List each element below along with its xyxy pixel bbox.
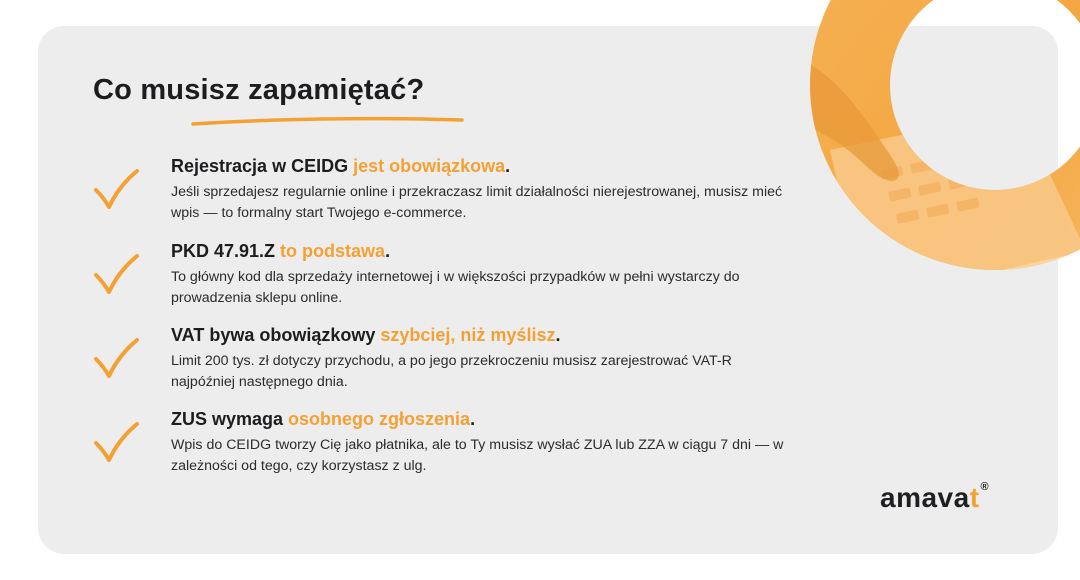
page-title: Co musisz zapamiętać? bbox=[93, 74, 425, 106]
item-heading bbox=[171, 325, 560, 346]
item-heading-text: Rejestracja w CEIDG bbox=[171, 156, 354, 176]
amavat-logo bbox=[880, 481, 990, 513]
calculator-photo-ring bbox=[810, 0, 1080, 373]
item-body: To główny kod dla sprzedaży internetowej i w większości przypadków w pełni wystarczy do prowadzenia sklepu online. bbox=[171, 269, 740, 306]
orange-ring-image bbox=[810, 0, 1080, 373]
item-heading bbox=[171, 156, 510, 177]
item-heading bbox=[171, 241, 390, 262]
logo-text: amava bbox=[880, 482, 970, 513]
item-heading-end: . bbox=[555, 325, 561, 345]
checkmark-icon bbox=[92, 168, 140, 212]
checkmark-icon bbox=[92, 253, 140, 297]
item-heading-accent: osobnego zgłoszenia bbox=[288, 409, 471, 429]
item-heading-accent: jest obowiązkowa bbox=[353, 156, 506, 176]
checkmark-icon bbox=[92, 421, 140, 465]
item-heading-text: PKD 47.91.Z bbox=[171, 241, 281, 261]
item-body: Wpis do CEIDG tworzy Cię jako płatnika, ale to Ty musisz wysłać ZUA lub ZZA w ciągu 7 dni — w zależności od tego, czy korzystasz z ulg. bbox=[171, 437, 784, 474]
checkmark-icon bbox=[92, 337, 140, 381]
item-heading-end: . bbox=[505, 156, 511, 176]
logo-accent-letter: t bbox=[969, 482, 980, 513]
item-heading-text: VAT bywa obowiązkowy bbox=[171, 325, 381, 345]
item-heading-accent: to podstawa bbox=[280, 241, 386, 261]
item-heading-end: . bbox=[385, 241, 391, 261]
title-underline-stroke bbox=[190, 114, 465, 128]
item-heading-accent: szybciej, niż myślisz bbox=[380, 325, 556, 345]
registered-mark: ® bbox=[980, 481, 990, 493]
item-heading bbox=[171, 409, 475, 430]
item-body: Limit 200 tys. zł dotyczy przychodu, a po jego przekroczeniu musisz zarejestrować VAT-R najpóźniej następnego dnia. bbox=[171, 353, 732, 390]
item-body: Jeśli sprzedajesz regularnie online i przekraczasz limit działalności nierejestrowanej, musisz mieć wpis — to formalny start Twojego e-commerce. bbox=[171, 184, 783, 221]
item-heading-end: . bbox=[470, 409, 476, 429]
item-heading-text: ZUS wymaga bbox=[171, 409, 289, 429]
